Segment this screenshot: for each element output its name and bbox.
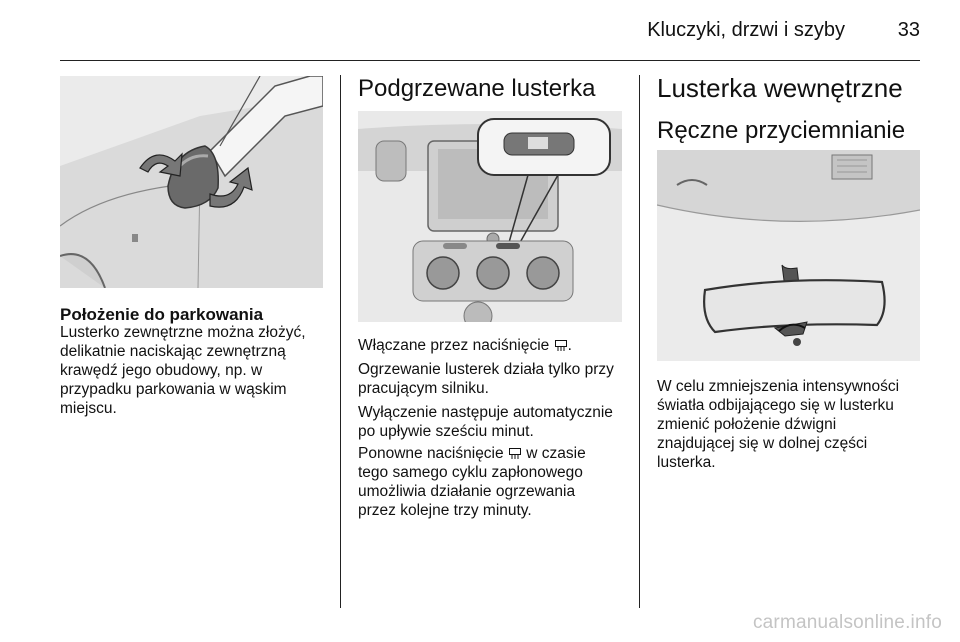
page-number: 33 <box>897 19 920 41</box>
text-line: lusterka. <box>657 454 716 471</box>
paragraph-switch-on <box>358 336 572 355</box>
text-line: znajdującej się w dolnej części <box>657 435 868 452</box>
text-line: umożliwia działanie ogrzewania <box>358 483 576 500</box>
paragraph-repeat-press <box>358 444 586 520</box>
text-segment: w czasie <box>526 445 586 462</box>
dashboard-heated-mirror-button-illustration <box>358 111 622 322</box>
text-line: światła odbijającego się w lusterku <box>657 397 894 414</box>
text-line: krawędź jego obudowy, np. w <box>60 362 263 379</box>
column-divider <box>340 75 341 608</box>
text-line: miejscu. <box>60 400 117 417</box>
text-segment: Włączane przez naciśnięcie <box>358 337 550 354</box>
interior-mirror-illustration <box>657 150 920 361</box>
text-line: po upływie sześciu minut. <box>358 423 534 440</box>
heated-mirror-icon <box>555 340 567 351</box>
heated-mirror-icon <box>509 448 521 459</box>
heading-parking-position: Położenie do parkowania <box>60 305 264 324</box>
folded-mirror-illustration <box>60 76 323 288</box>
text-line: Lusterko zewnętrzne można złożyć, <box>60 324 306 341</box>
paragraph-parking-position <box>60 323 306 418</box>
column-divider <box>639 75 640 608</box>
text-line: tego samego cyklu zapłonowego <box>358 464 583 481</box>
text-segment: Ponowne naciśnięcie <box>358 445 504 462</box>
subsection-title-manual-dimming: Ręczne przyciemnianie <box>657 117 906 144</box>
running-header-title: Kluczyki, drzwi i szyby <box>647 19 845 41</box>
header-rule <box>60 60 920 61</box>
text-line: delikatnie naciskając zewnętrzną <box>60 343 286 360</box>
text-line: Ogrzewanie lusterek działa tylko przy <box>358 361 614 378</box>
paragraph-auto-off <box>358 403 613 441</box>
text-line: przez kolejne trzy minuty. <box>358 502 532 519</box>
paragraph-dimming-instructions <box>657 377 899 472</box>
text-line: Wyłączenie następuje automatycznie <box>358 404 613 421</box>
text-line: przypadku parkowania w wąskim <box>60 381 287 398</box>
section-title-heated-mirrors: Podgrzewane lusterka <box>358 75 596 102</box>
text-line: zmienić położenie dźwigni <box>657 416 837 433</box>
text-line: pracującym silniku. <box>358 380 489 397</box>
text-line: W celu zmniejszenia intensywności <box>657 378 900 395</box>
watermark-text: carmanualsonline.info <box>752 612 942 633</box>
section-title-interior-mirrors: Lusterka wewnętrzne <box>657 73 903 103</box>
text-segment: . <box>567 337 572 354</box>
paragraph-engine-running <box>358 360 614 398</box>
